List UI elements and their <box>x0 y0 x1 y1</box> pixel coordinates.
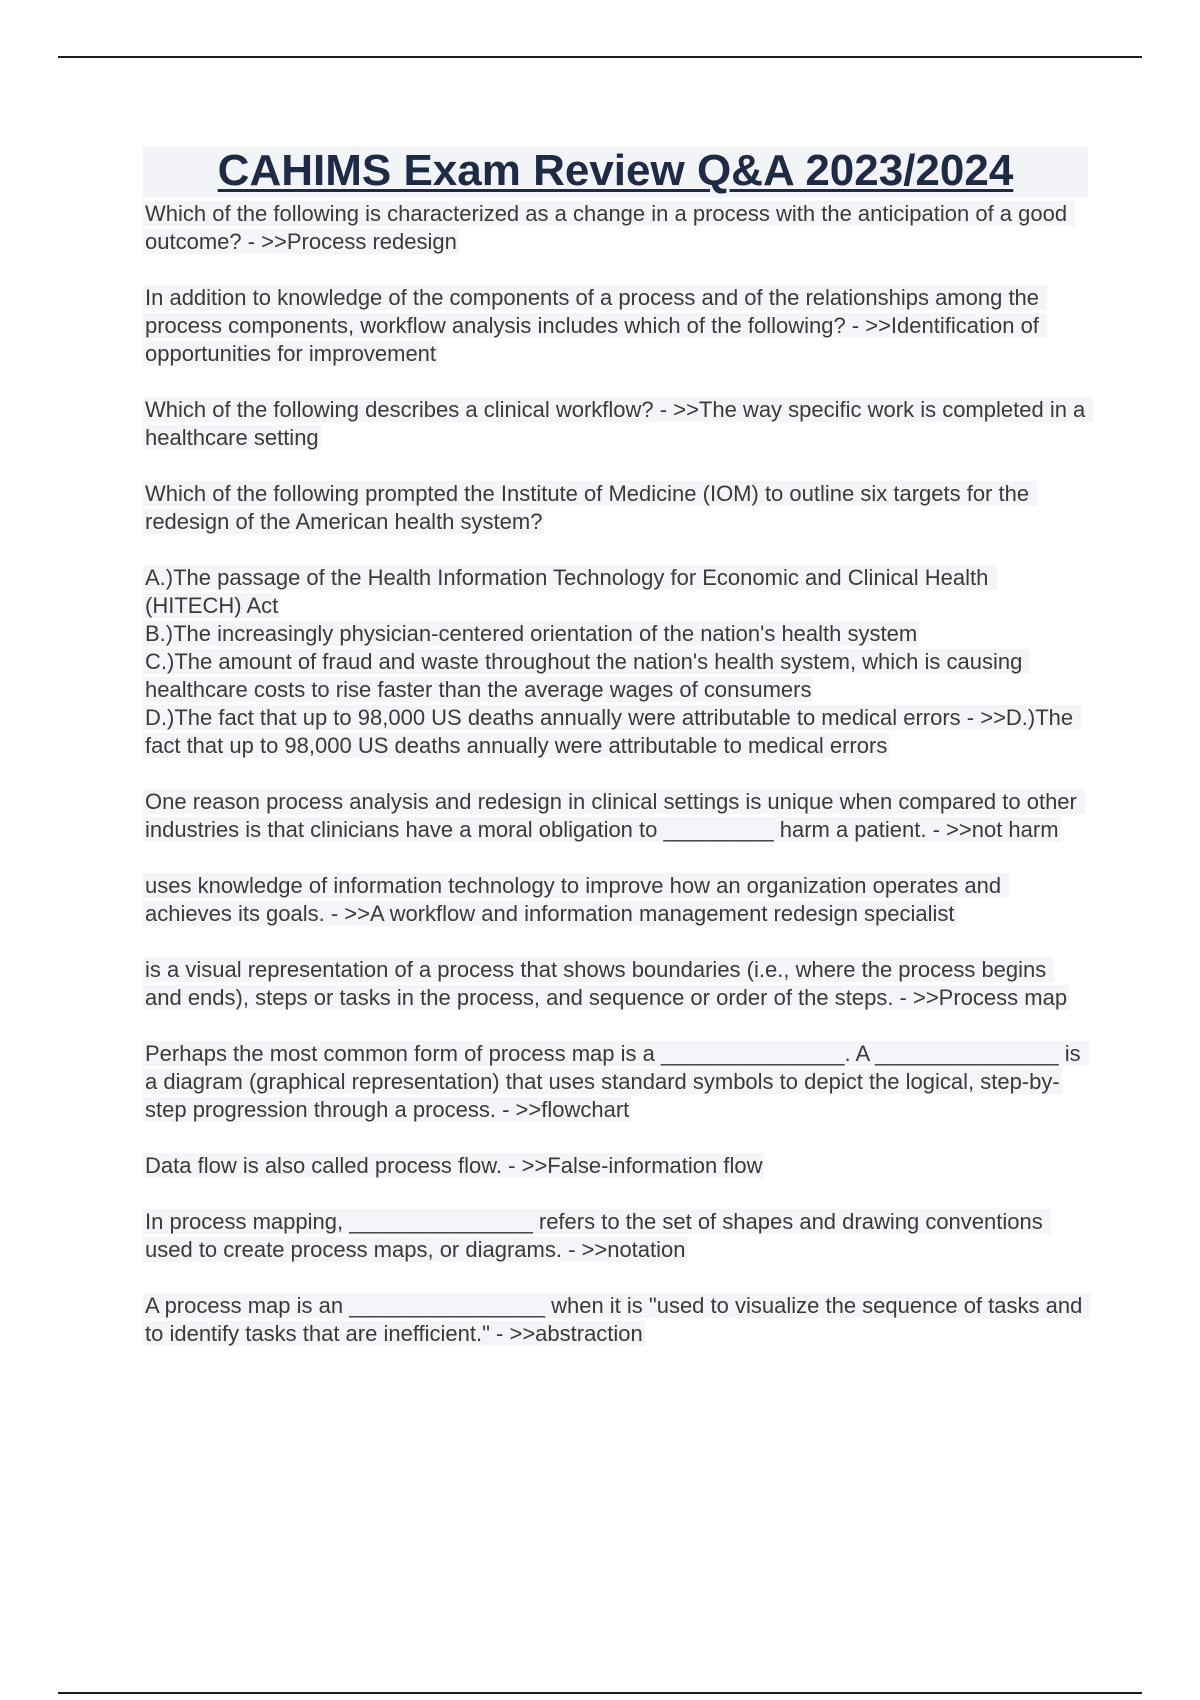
qa-text: Which of the following describes a clinical workflow? - >>The way specific work is completed in a healthcare setting <box>145 397 1092 450</box>
qa-text: One reason process analysis and redesign in clinical settings is unique when compared to other industries is that clinicians have a moral obligation to _________ harm a patient. - >>not harm <box>145 789 1083 842</box>
qa-text: uses knowledge of information technology to improve how an organization operates and achieves its goals. - >>A workflow and information management redesign specialist <box>145 873 1008 926</box>
qa-item-7 <box>143 872 1088 928</box>
qa-list <box>143 200 1092 1348</box>
qa-item-2 <box>143 284 1088 368</box>
qa-text: Which of the following prompted the Institute of Medicine (IOM) to outline six targets for the redesign of the American health system? <box>145 481 1036 534</box>
qa-item-9 <box>143 1040 1088 1124</box>
qa-text: is a visual representation of a process that shows boundaries (i.e., where the process begins and ends), steps or tasks in the process, and sequence or order of the steps. - >>Process map <box>145 957 1068 1010</box>
qa-item-8 <box>143 956 1088 1012</box>
qa-item-11 <box>143 1208 1088 1264</box>
qa-item-6 <box>143 788 1088 844</box>
qa-item-5 <box>143 564 1088 760</box>
qa-text: In process mapping, _______________ refers to the set of shapes and drawing conventions used to create process maps, or diagrams. - >>notation <box>145 1209 1049 1262</box>
qa-text: A process map is an ________________ when it is "used to visualize the sequence of tasks and to identify tasks that are inefficient." - >>abstraction <box>145 1293 1089 1346</box>
document-title: CAHIMS Exam Review Q&A 2023/2024 <box>217 146 1014 195</box>
qa-item-4 <box>143 480 1088 536</box>
title-band <box>143 146 1088 198</box>
document-page <box>143 146 1092 1376</box>
qa-item-3 <box>143 396 1092 452</box>
qa-text: In addition to knowledge of the components of a process and of the relationships among the process components, workflow analysis includes which of the following? - >>Identification of opportunities for improvement <box>145 285 1046 366</box>
qa-text: Which of the following is characterized as a change in a process with the anticipation of a good outcome? - >>Process redesign <box>145 201 1074 254</box>
qa-text: A.)The passage of the Health Information Technology for Economic and Clinical Health (HITECH) Act B.)The increasingly physician-centered orientation of the nation's health system C.)The amount of fraud and waste throughout the nation's health system, which is causing healthcare costs to rise faster than the average wages of consumers D.)The fact that up to 98,000 US deaths annually were attributable to medical errors - >>D.)The fact that up to 98,000 US deaths annually were attributable to medical errors <box>143 565 1081 758</box>
qa-item-10 <box>143 1152 1088 1180</box>
bottom-rule <box>58 1692 1142 1694</box>
qa-text: Perhaps the most common form of process map is a _______________. A _______________ is a diagram (graphical representation) that uses standard symbols to depict the logical, step-by-step progression through a process. - >>flowchart <box>145 1041 1087 1122</box>
qa-item-1 <box>143 200 1088 256</box>
top-rule <box>58 56 1142 58</box>
qa-text: Data flow is also called process flow. - >>False-information flow <box>145 1153 763 1178</box>
qa-item-12 <box>143 1292 1088 1348</box>
